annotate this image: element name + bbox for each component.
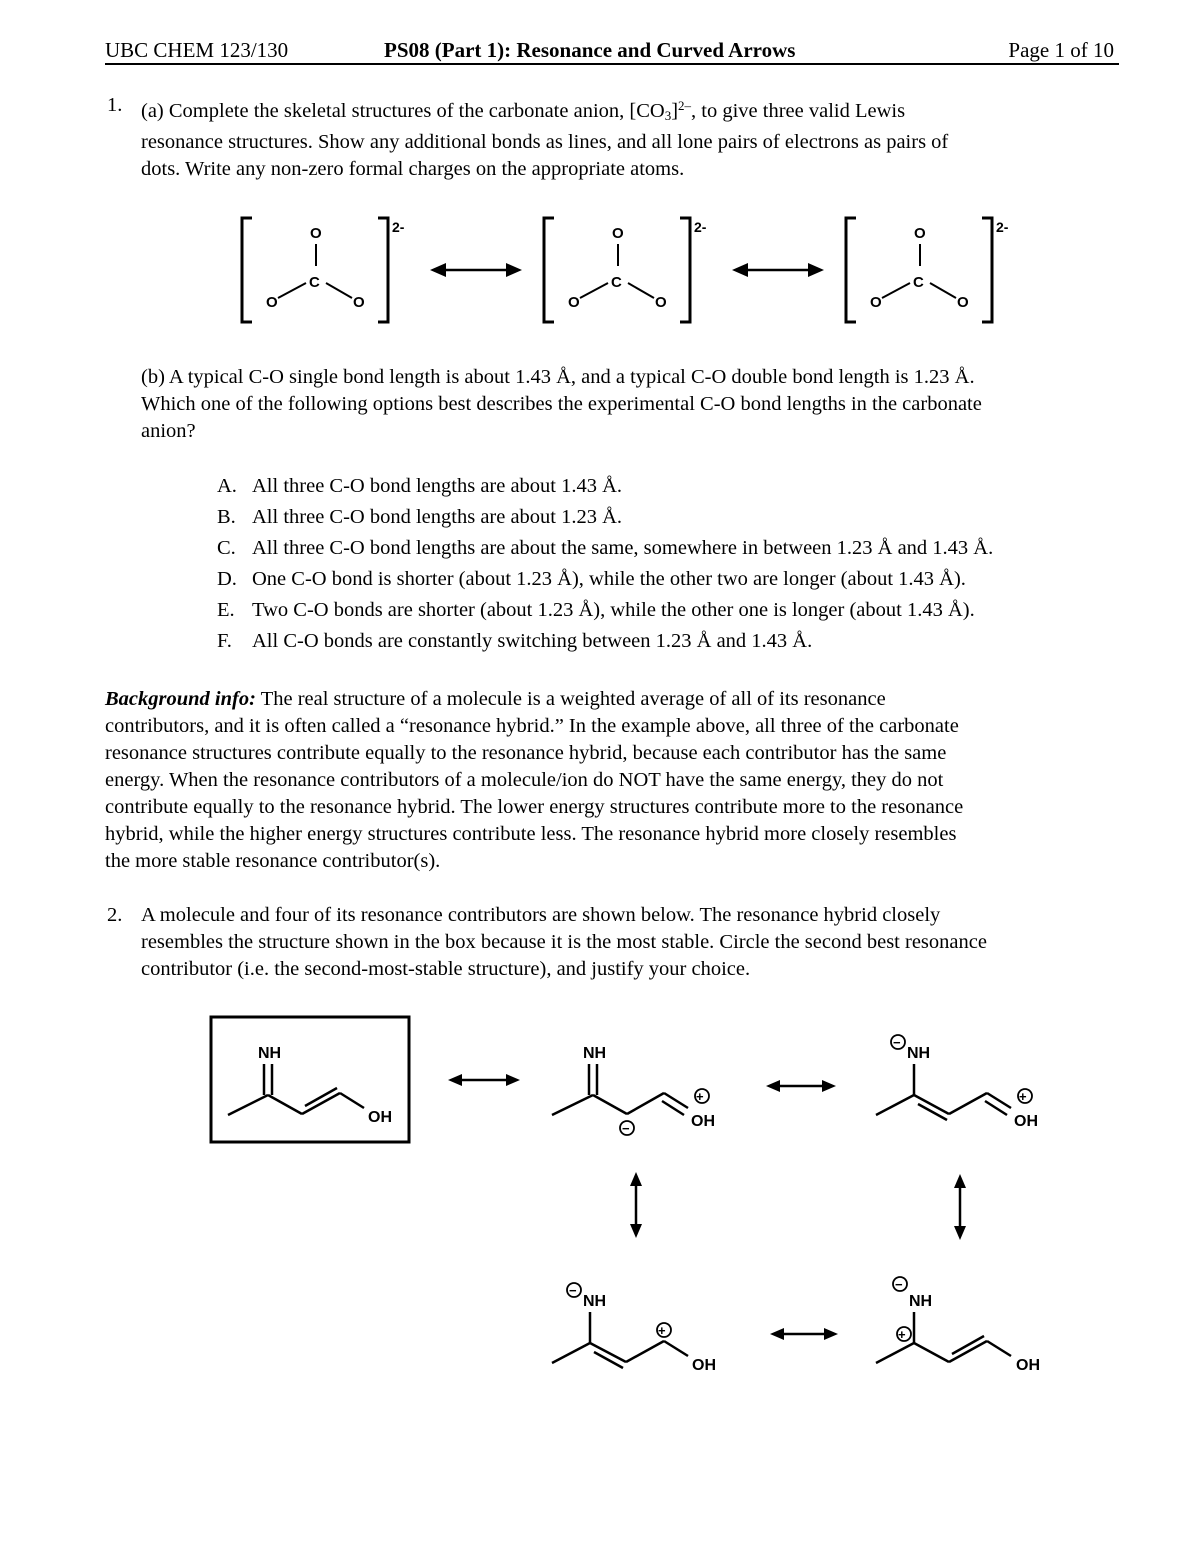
nh-label: NH bbox=[909, 1293, 933, 1310]
background-line4: energy. When the resonance contributors of a molecule/ion do NOT have the same energy, they do not bbox=[105, 769, 944, 791]
atom-o-left: O bbox=[870, 294, 882, 311]
resonance-arrow-c bbox=[630, 1172, 642, 1238]
charge-label: 2- bbox=[996, 219, 1009, 235]
atom-o-left: O bbox=[568, 294, 580, 311]
atom-c: C bbox=[913, 274, 924, 291]
resonance-arrow-d bbox=[954, 1174, 966, 1240]
background-line7: the more stable resonance contributor(s). bbox=[105, 850, 441, 872]
atom-o-right: O bbox=[957, 294, 969, 311]
minus-charge-label: − bbox=[895, 1277, 903, 1292]
q2-line2: resembles the structure shown in the box because it is the most stable. Circle the second best resonance bbox=[141, 931, 987, 953]
q2-line1: A molecule and four of its resonance contributors are shown below. The resonance hybrid closely bbox=[141, 904, 941, 926]
header-course: UBC CHEM 123/130 bbox=[105, 38, 289, 62]
structure-5[interactable] bbox=[876, 1277, 1040, 1374]
background-line3: resonance structures contribute equally to the resonance hybrid, because each contributor has the same bbox=[105, 742, 947, 764]
plus-charge-label: + bbox=[696, 1089, 704, 1104]
plus-charge-label: + bbox=[1019, 1089, 1027, 1104]
q1-part-b bbox=[141, 364, 1131, 445]
nh-label: NH bbox=[907, 1045, 931, 1062]
atom-o-top: O bbox=[914, 225, 926, 242]
q2-resonance-structures bbox=[0, 1000, 1200, 1400]
q2-number: 2. bbox=[107, 904, 123, 926]
background-line1: Background info: The real structure of a molecule is a weighted average of all of its resonance bbox=[105, 688, 886, 710]
oh-label: OH bbox=[691, 1113, 715, 1130]
minus-charge-label: − bbox=[569, 1283, 577, 1298]
q1-part-b-line3: anion? bbox=[141, 420, 196, 442]
q1-part-a-line2: resonance structures. Show any additional bonds as lines, and all lone pairs of electrons as pairs of bbox=[141, 131, 949, 153]
resonance-arrow-a bbox=[448, 1074, 520, 1086]
background-line2: contributors, and it is often called a “resonance hybrid.” In the example above, all three of the carbonate bbox=[105, 715, 959, 737]
resonance-arrow-2 bbox=[732, 263, 824, 277]
oh-label: OH bbox=[368, 1109, 392, 1126]
charge-label: 2- bbox=[392, 219, 405, 235]
option-c[interactable]: C. All three C-O bond lengths are about the same, somewhere in between 1.23 Å and 1.43 Å. bbox=[217, 537, 994, 559]
atom-c: C bbox=[309, 274, 320, 291]
q1-part-b-line1: (b) A typical C-O single bond length is about 1.43 Å, and a typical C-O double bond length is 1.23 Å. bbox=[141, 366, 975, 388]
atom-o-right: O bbox=[655, 294, 667, 311]
charge-label: 2- bbox=[694, 219, 707, 235]
carbonate-structure-3 bbox=[846, 218, 1009, 322]
carbonate-structure-2 bbox=[544, 218, 707, 322]
header-page-number: Page 1 of 10 bbox=[1008, 38, 1114, 62]
nh-label: NH bbox=[583, 1293, 607, 1310]
resonance-arrow-e bbox=[770, 1328, 838, 1340]
q1-part-b-line2: Which one of the following options best describes the experimental C-O bond lengths in the carbonate bbox=[141, 393, 982, 415]
option-a[interactable]: A. All three C-O bond lengths are about 1.43 Å. bbox=[217, 475, 623, 497]
atom-o-top: O bbox=[612, 225, 624, 242]
background-line6: hybrid, while the higher energy structures contribute less. The resonance hybrid more closely resembles bbox=[105, 823, 957, 845]
atom-o-left: O bbox=[266, 294, 278, 311]
background-line5: contribute equally to the resonance hybrid. The lower energy structures contribute more to the resonance bbox=[105, 796, 964, 818]
background-info bbox=[105, 686, 1125, 875]
resonance-arrow-1 bbox=[430, 263, 522, 277]
q1-number: 1. bbox=[107, 94, 123, 116]
oh-label: OH bbox=[1014, 1113, 1038, 1130]
structure-2[interactable] bbox=[552, 1045, 715, 1136]
plus-charge-label: + bbox=[898, 1327, 906, 1342]
header-rule bbox=[105, 63, 1119, 65]
option-d[interactable]: D. One C-O bond is shorter (about 1.23 Å), while the other two are longer (about 1.43 Å). bbox=[217, 568, 966, 590]
carbonate-structure-1 bbox=[242, 218, 405, 322]
structure-4[interactable] bbox=[552, 1283, 716, 1374]
nh-label: NH bbox=[258, 1045, 282, 1062]
minus-charge-label: − bbox=[622, 1121, 630, 1136]
q1-part-a bbox=[141, 92, 1131, 183]
structure-3[interactable] bbox=[876, 1035, 1038, 1130]
plus-charge-label: + bbox=[658, 1323, 666, 1338]
q2-line3: contributor (i.e. the second-most-stable structure), and justify your choice. bbox=[141, 958, 751, 980]
atom-o-right: O bbox=[353, 294, 365, 311]
oh-label: OH bbox=[1016, 1357, 1040, 1374]
option-f[interactable]: F. All C-O bonds are constantly switching between 1.23 Å and 1.43 Å. bbox=[217, 630, 813, 652]
header-title: PS08 (Part 1): Resonance and Curved Arrows bbox=[384, 38, 796, 62]
minus-charge-label: − bbox=[893, 1035, 901, 1050]
nh-label: NH bbox=[583, 1045, 607, 1062]
q1-part-a-line1: (a) Complete the skeletal structures of the carbonate anion, $[CO_3]^{2-}$, to give three valid Lewis bbox=[141, 98, 906, 123]
resonance-arrow-b bbox=[766, 1080, 836, 1092]
q2-prompt bbox=[141, 902, 1131, 983]
atom-c: C bbox=[611, 274, 622, 291]
option-e[interactable]: E. Two C-O bonds are shorter (about 1.23 Å), while the other one is longer (about 1.43 Å). bbox=[217, 599, 975, 621]
structure-boxed[interactable] bbox=[211, 1017, 409, 1142]
atom-o-top: O bbox=[310, 225, 322, 242]
q1-part-a-line3: dots. Write any non-zero formal charges on the appropriate atoms. bbox=[141, 158, 685, 180]
oh-label: OH bbox=[692, 1357, 716, 1374]
option-b[interactable]: B. All three C-O bond lengths are about 1.23 Å. bbox=[217, 506, 623, 528]
carbonate-structures bbox=[0, 200, 1200, 340]
